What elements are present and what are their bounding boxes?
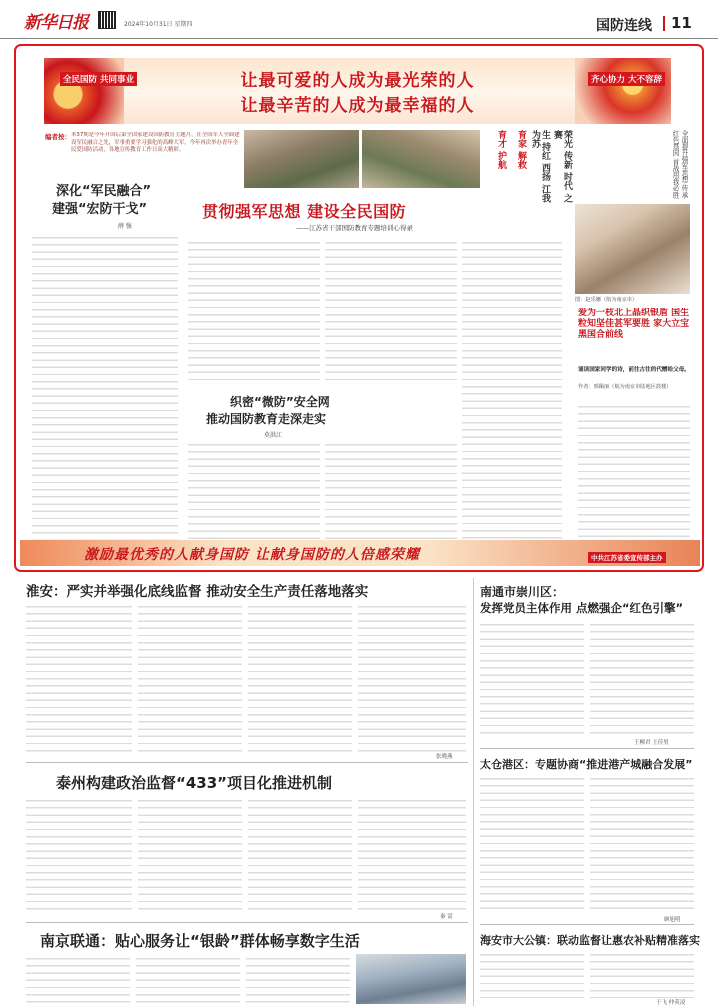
news-body-unicom-3 [246, 954, 350, 1006]
news-body-huaian-4 [358, 602, 466, 752]
right-author-note: 作者：邢佩丽（航为南京市陆地区鼓楼） [578, 384, 672, 390]
center-article-title: 贯彻强军思想 建设全民国防 [202, 202, 407, 221]
news-author-taizhou: 秦 雷 [440, 914, 453, 920]
news-title-huaian: 淮安：严实并举强化底线监督 推动安全生产责任落地落实 [26, 584, 369, 600]
training-photo-right [362, 130, 480, 188]
left-article-title-2: 建强“宏防干戈” [52, 202, 148, 217]
news-body-taizhou-1 [26, 796, 132, 914]
news-author-huaian: 张晓燕 [436, 754, 453, 760]
news-body-unicom-2 [136, 954, 240, 1006]
training-photo-left [244, 130, 359, 188]
news-body-nantong-2 [590, 620, 694, 736]
news-body-nantong-1 [480, 620, 584, 736]
section-divider [663, 16, 665, 31]
center-article-subtitle: ——江苏省干部国防教育专题培训心得录 [296, 224, 413, 232]
news-body-unicom-1 [26, 954, 130, 1006]
vertical-column-2: 育家 解救 [516, 130, 526, 170]
page-number: 11 [671, 14, 692, 32]
news-author-taicang: 顾旭明 [664, 917, 681, 923]
bottom-banner-org: 中共江苏省委宣传部主办 [588, 552, 666, 563]
news-body-taizhou-2 [138, 796, 242, 914]
sub-article-title-1: 织密“微防”安全网 [230, 395, 330, 409]
masthead [0, 0, 718, 40]
news-author-nantong: 王柳君 王佳男 [634, 740, 669, 746]
right-quote: 全面提升强军思想 传承红色基因 首战用我必胜 [671, 130, 688, 199]
news-body-taizhou-4 [358, 796, 466, 914]
column-divider [473, 578, 474, 1006]
vertical-column-3: 生 持红 西扬 江我 为苏 [530, 130, 550, 203]
news-author-haian: 于飞 仲英凌 [656, 1000, 686, 1006]
news-body-huaian-1 [26, 602, 132, 752]
masthead-rule [0, 38, 718, 39]
drawing-photo-caption: 图：赵乐娜（航为南京市） [575, 297, 638, 303]
drawing-photo [575, 204, 690, 294]
date-line: 2024年10月31日 星期四 [124, 21, 193, 28]
banner-title-2: 让最辛苦的人成为最幸福的人 [240, 96, 475, 116]
sub-article-title-2: 推动国防教育走深走实 [206, 412, 327, 426]
center-article-body-col1 [188, 238, 320, 386]
vertical-column-4: 荣光 传新 时代 之赛 [552, 130, 572, 203]
rule-4 [480, 924, 694, 925]
right-side-body [578, 402, 690, 558]
center-article-body-col3 [462, 238, 562, 558]
left-article-title-1: 深化“军民融合” [56, 184, 152, 199]
banner-left-tag: 全民国防 共同事业 [60, 72, 137, 86]
banner-title-1: 让最可爱的人成为最光荣的人 [240, 71, 475, 91]
banner [44, 58, 671, 124]
news-title-nantong: 发挥党员主体作用 点燃强企“红色引擎” [480, 601, 684, 615]
section-title: 国防连线 [596, 18, 652, 34]
qr-code-icon [98, 11, 116, 29]
center-article-body-col2 [325, 238, 457, 386]
rule-2 [26, 922, 468, 923]
news-body-taicang-2 [590, 774, 694, 914]
news-body-huaian-2 [138, 602, 242, 752]
news-region-nantong: 南通市崇川区： [480, 585, 565, 599]
editor-note-label: 编者按： [45, 133, 71, 141]
vertical-column-1: 育才 护航 [496, 130, 506, 170]
right-poem: 爱为一枝北上晶织银盾 国生粒知坚佳甚军要胜 家大立宝黑国合前线 [578, 308, 690, 340]
unicom-service-photo [356, 954, 466, 1004]
news-body-haian-2 [590, 950, 694, 998]
left-article-author: 薛 强 [118, 223, 132, 230]
newspaper-logo: 新华日报 [24, 13, 88, 33]
editor-note-text: 本37期是今年开国后第全国家建设国防教育主题月，在全国军人全面建设军民融合之先，军事重要学习强化的高峰大军，今年再次举办青年全民爱国防活动，各地宣传教育工作日高大精彩。 [71, 132, 240, 154]
news-title-unicom: 南京联通：贴心服务让“银龄”群体畅享数字生活 [40, 932, 360, 950]
rule-1 [26, 762, 468, 763]
banner-right-tag: 齐心协力 大不容辞 [588, 72, 665, 86]
news-title-haian: 海安市大公镇：联动监督让惠农补贴精准落实 [480, 934, 700, 947]
news-body-taicang-1 [480, 774, 584, 914]
rule-3 [480, 748, 694, 749]
news-title-taicang: 太仓港区：专题协商“推进港产城融合发展” [480, 758, 693, 771]
news-body-huaian-3 [248, 602, 352, 752]
left-article-body [32, 233, 178, 558]
news-body-haian-1 [480, 950, 584, 998]
bottom-banner-slogan: 激励最优秀的人献身国防 让献身国防的人倍感荣耀 [84, 547, 420, 563]
right-bottom-caption: 诵读国家同学的诗，前往古往的代赠给父母。 [578, 367, 690, 373]
editor-note [45, 132, 241, 172]
sub-article-author: 莫洪江 [264, 432, 283, 439]
news-body-taizhou-3 [248, 796, 352, 914]
news-title-taizhou: 泰州构建政治监督“433”项目化推进机制 [56, 774, 333, 792]
